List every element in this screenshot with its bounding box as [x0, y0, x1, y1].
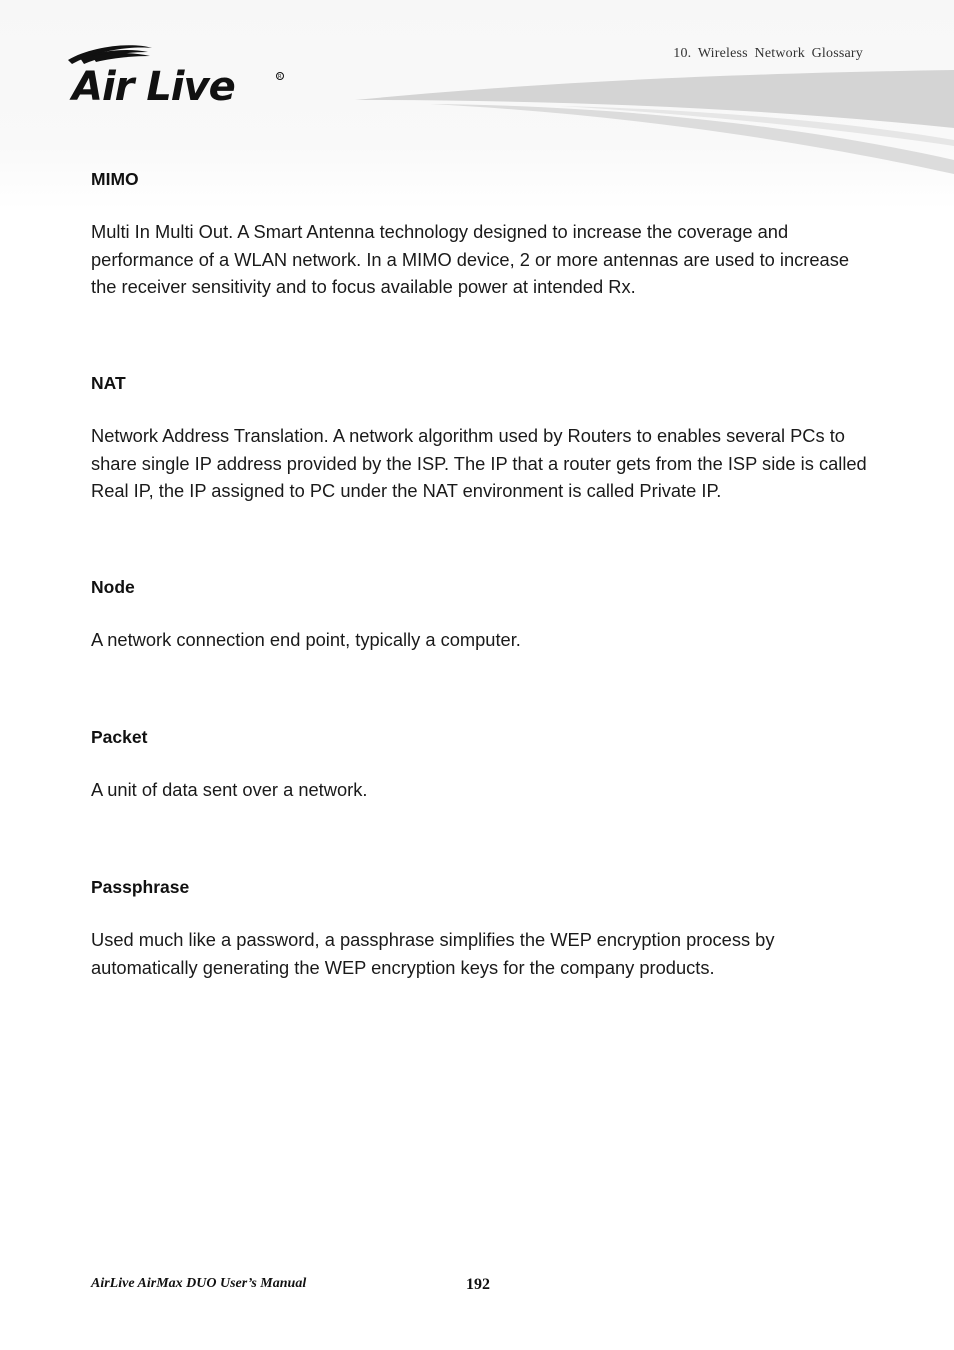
term-heading: MIMO — [91, 169, 139, 189]
glossary-entry-mimo — [91, 169, 871, 301]
svg-text:R: R — [278, 74, 282, 80]
term-heading: Passphrase — [91, 877, 190, 897]
airlive-logo — [62, 40, 292, 106]
glossary-entry-node — [91, 577, 871, 654]
term-definition: A network connection end point, typically a computer. — [91, 629, 521, 650]
footer-manual-title: AirLive AirMax DUO User’s Manual — [91, 1276, 307, 1291]
term-definition: Network Address Translation. A network algorithm used by Routers to enables several PCs to share single IP address provided by the ISP. The IP that a router gets from the ISP side is called Real IP, the IP assigned to PC under the NAT environment is called Private IP. — [91, 425, 867, 501]
term-definition: Multi In Multi Out. A Smart Antenna technology designed to increase the coverage and performance of a WLAN network. In a MIMO device, 2 or more antennas are used to increase the receiver sensitivity and to focus available power at intended Rx. — [91, 221, 850, 297]
glossary-entry-nat — [91, 373, 871, 505]
page-number: 192 — [466, 1276, 490, 1293]
glossary-entry-packet — [91, 727, 871, 804]
term-heading: Node — [91, 577, 135, 597]
svg-text:Air Live: Air Live — [72, 64, 235, 106]
chapter-header: 10. Wireless Network Glossary — [673, 46, 863, 61]
term-heading: Packet — [91, 727, 148, 747]
term-definition: Used much like a password, a passphrase simplifies the WEP encryption process by automatically generating the WEP encryption keys for the company products. — [91, 929, 775, 978]
term-definition: A unit of data sent over a network. — [91, 779, 368, 800]
term-heading: NAT — [91, 373, 126, 393]
glossary-entry-passphrase — [91, 877, 871, 981]
